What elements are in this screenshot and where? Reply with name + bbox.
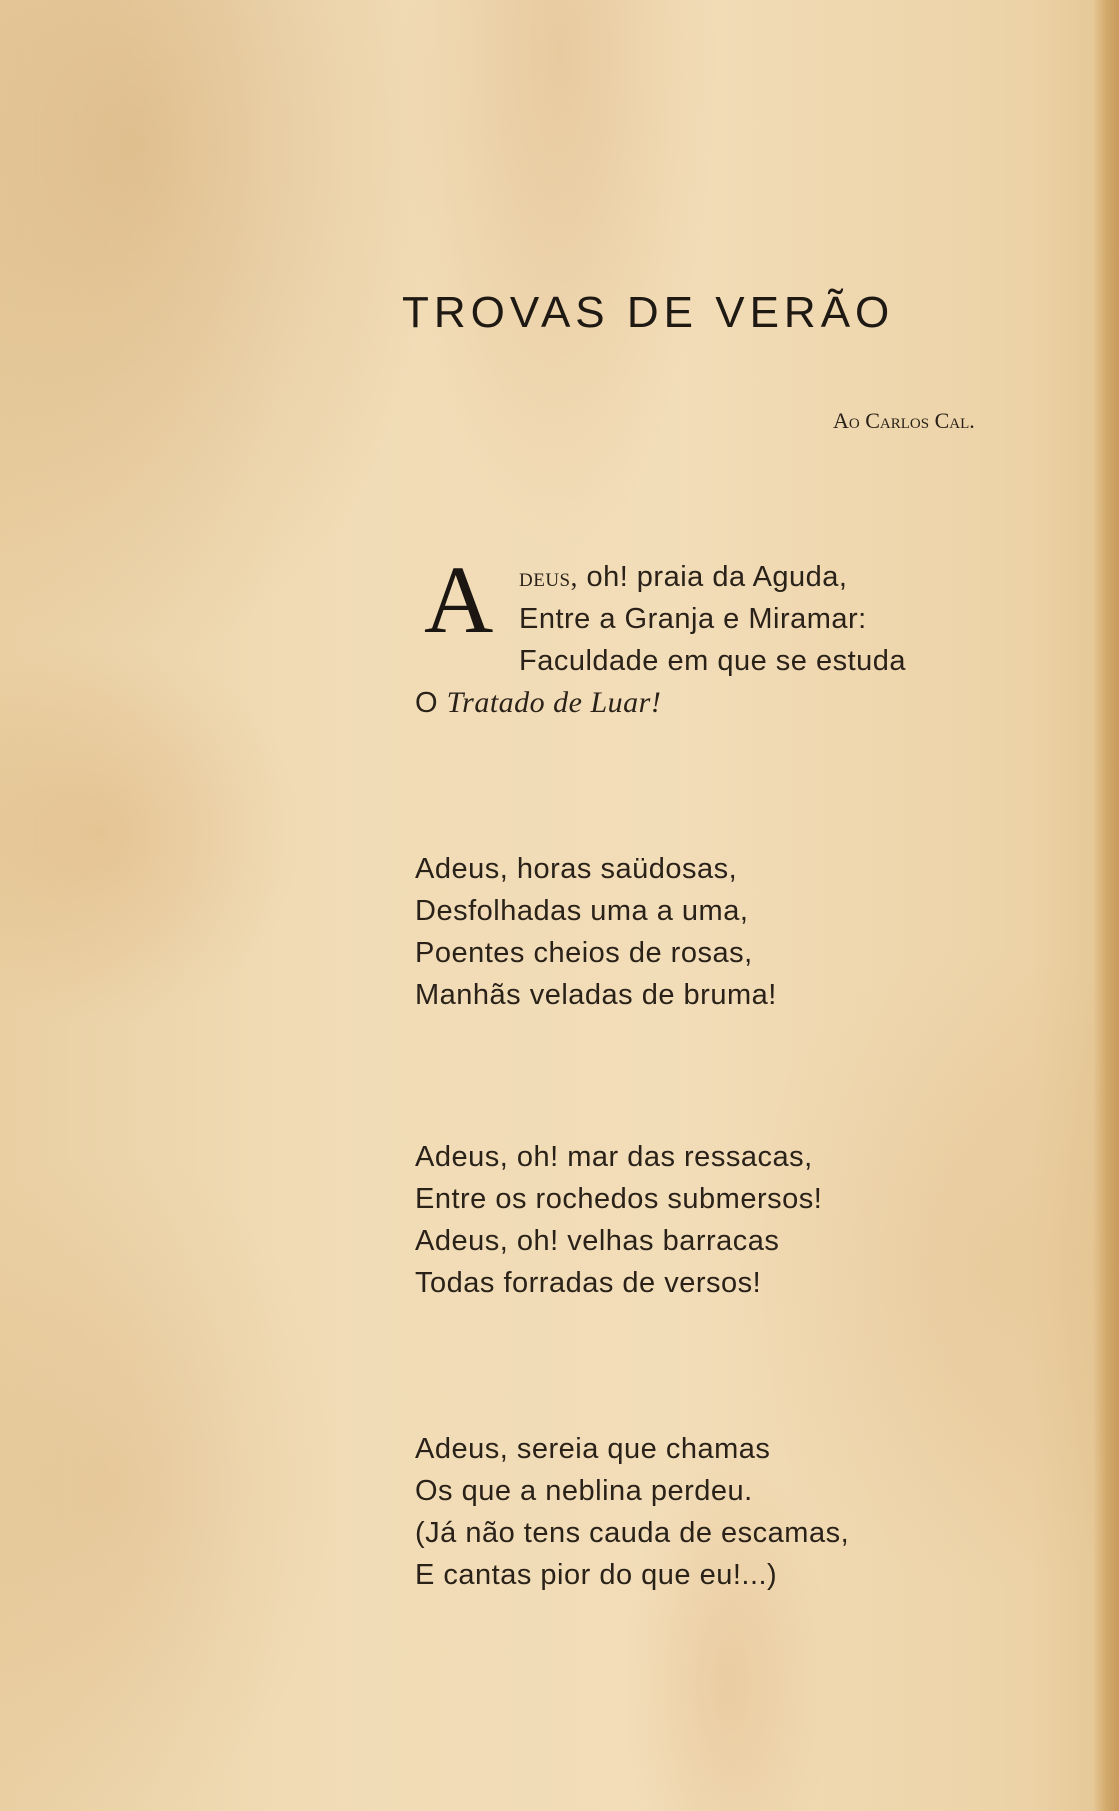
stanza-2-line-4: Manhãs veladas de bruma!	[415, 979, 777, 1011]
page-edge	[1093, 0, 1119, 1811]
book-title-italic: Tratado de Luar!	[446, 686, 662, 719]
line-prefix: O	[415, 687, 439, 719]
poem-title: TROVAS DE VERÃO	[402, 288, 895, 337]
stanza-3-line-1: Adeus, oh! mar das ressacas,	[415, 1141, 813, 1173]
stanza-4-line-4: E cantas pior do que eu!...)	[415, 1559, 778, 1591]
stanza-3-line-3: Adeus, oh! velhas barracas	[415, 1225, 780, 1257]
stanza-4-line-3: (Já não tens cauda de escamas,	[415, 1517, 850, 1549]
stanza-4-line-2: Os que a neblina perdeu.	[415, 1475, 753, 1507]
stanza-2-line-1: Adeus, horas saüdosas,	[415, 853, 738, 885]
stanza-1-line-1	[415, 556, 906, 598]
stanza-1	[415, 556, 906, 724]
drop-cap: A	[424, 546, 494, 653]
stanza-2-line-2: Desfolhadas uma a uma,	[415, 895, 749, 927]
first-word: deus,	[519, 562, 578, 592]
stanza-4	[415, 1428, 849, 1596]
stanza-3-line-2: Entre os rochedos submersos!	[415, 1183, 823, 1215]
stanza-2	[415, 848, 777, 1016]
stanza-1-line-2: Entre a Granja e Miramar:	[519, 603, 867, 635]
stanza-3-line-4: Todas forradas de versos!	[415, 1267, 762, 1299]
stanza-1-line-3: Faculdade em que se estuda	[519, 645, 907, 677]
stanza-3	[415, 1136, 822, 1304]
stanza-1-line-4	[415, 682, 906, 724]
stanza-4-line-1: Adeus, sereia que chamas	[415, 1433, 771, 1465]
first-line-rest: oh! praia da Aguda,	[586, 561, 848, 593]
dedication: Ao Carlos Cal.	[833, 408, 975, 433]
stanza-2-line-3: Poentes cheios de rosas,	[415, 937, 753, 969]
